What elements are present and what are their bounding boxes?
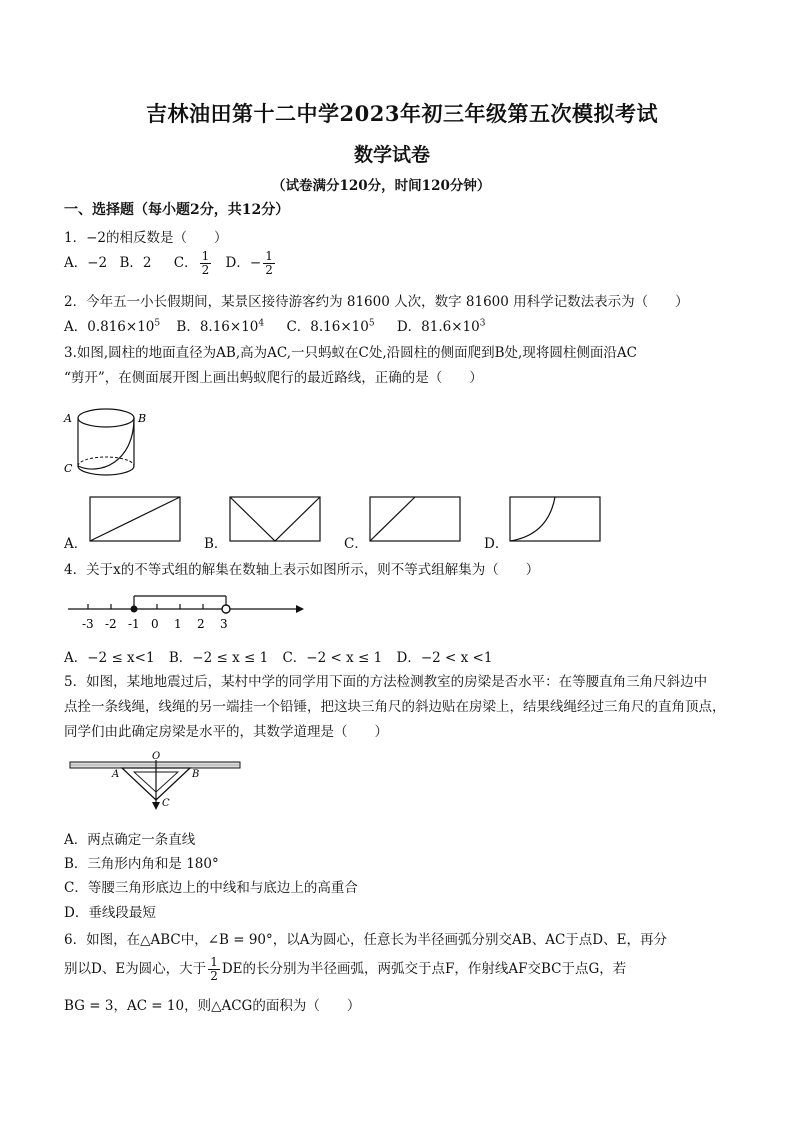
q1-option-d-fraction — [263, 250, 275, 277]
exam-note: （试卷满分120分，时间120分钟） — [272, 178, 491, 194]
section-heading: 一、选择题（每小题2分，共12分） — [64, 202, 290, 218]
fraction-denominator: 2 — [265, 263, 273, 277]
q3-option-b: B． — [204, 536, 228, 552]
beam-triangle-figure — [64, 750, 244, 812]
q1-option-a: A．−2 — [64, 255, 108, 271]
q2-stem: 2．今年五一小长假期间，某景区接待游客约为 81600 人次，数字 81600 用科学记数法表示为（ ） — [64, 294, 689, 310]
q4-option-b: B．−2 ≤ x ≤ 1 — [168, 650, 269, 666]
paper-subtitle: 数学试卷 — [354, 144, 431, 166]
q5-line-2: 点拴一条线绳，线绳的另一端挂一个铅锤，把这块三角尺的斜边贴在房梁上，结果线绳经过三角尺的直角顶点， — [64, 699, 726, 715]
q5-option-d: D．垂线段最短 — [64, 905, 156, 921]
label-a: A — [112, 769, 120, 780]
q3-option-a: A． — [64, 536, 88, 552]
q5-option-b: B．三角形内角和是 180° — [64, 856, 219, 872]
q3-line-2: “剪开”，在侧面展开图上画出蚂蚁爬行的最近路线，正确的是（ ） — [64, 370, 483, 386]
label-b: B — [192, 769, 200, 780]
q6-fraction — [208, 956, 220, 983]
fraction-numerator: 1 — [265, 249, 273, 263]
q3-option-d-figure — [508, 495, 604, 545]
label-o: O — [152, 751, 161, 762]
q5-option-a: A．两点确定一条直线 — [64, 832, 196, 848]
q6-line-2: 别以D、E为圆心，大于 $\frac{1}{2}$ DE的长分别为半径画弧，两弧交于点F，作射线AF交BC于点G，若 — [64, 955, 627, 983]
q2-options — [64, 315, 485, 335]
fraction-denominator: 2 — [201, 263, 210, 277]
q6-line-1: 6．如图，在△ABC中，∠B = 90°，以A为圆心，任意长为半径画弧分别交AB、AC于点D、E，再分 — [64, 932, 667, 948]
label-a: A — [64, 412, 72, 425]
q4-option-d: D．−2 < x <1 — [396, 650, 493, 666]
number-line-figure — [64, 588, 304, 636]
tick-label: -3 — [82, 617, 94, 631]
q3-line-1: 3.如图,圆柱的地面直径为AB,高为AC,一只蚂蚁在C处,沿圆柱的侧面爬到B处,现将圆柱侧面沿AC — [64, 345, 637, 361]
q2-option-a: A．$0.816\times 10^5$ — [64, 318, 161, 335]
q3-option-c-figure — [368, 495, 464, 545]
label-c: C — [162, 798, 170, 809]
q5-option-c: C．等腰三角形底边上的中线和与底边上的高重合 — [64, 880, 358, 896]
q1-text: 的相反数是（ ） — [106, 230, 228, 246]
exam-title: 吉林油田第十二中学2023年初三年级第五次模拟考试 — [146, 101, 658, 126]
tick-label: 3 — [220, 617, 228, 631]
q1-options — [64, 250, 277, 277]
q4-options — [64, 646, 492, 666]
q5-line-3: 同学们由此确定房梁是水平的，其数学道理是（ ） — [64, 724, 388, 740]
tick-label: 1 — [174, 617, 182, 631]
q4-stem: 4．关于x的不等式组的解集在数轴上表示如图所示，则不等式组解集为（ ） — [64, 562, 540, 578]
q4-option-a: A．−2 ≤ x<1 — [64, 650, 155, 666]
q3-option-b-figure — [228, 495, 324, 545]
q3-option-c: C． — [344, 536, 368, 552]
fraction-numerator: 1 — [210, 955, 218, 969]
q2-option-c: C．$8.16\times 10^5$ — [286, 318, 375, 335]
q6-line-3: BG = 3，AC = 10，则△ACG的面积为（ ） — [64, 998, 361, 1014]
q1-stem — [64, 226, 228, 246]
axis-ticks — [82, 604, 228, 631]
tick-label: 2 — [197, 617, 205, 631]
fraction-numerator: 1 — [201, 249, 210, 263]
q1-option-c: C． — [173, 255, 198, 271]
q1-option-d: D．− — [225, 255, 262, 271]
q1-value: −2 — [86, 230, 106, 246]
tick-label: -1 — [128, 617, 140, 631]
tick-label: -2 — [105, 617, 117, 631]
label-c: C — [64, 462, 73, 475]
q1-option-b: B．2 — [119, 255, 152, 271]
open-point — [222, 605, 230, 613]
q1-number: 1． — [64, 230, 87, 246]
q3-option-a-figure — [88, 495, 184, 545]
q2-option-b: B．$8.16\times 10^4$ — [176, 318, 265, 335]
q2-option-d: D．$81.6\times 10^3$ — [396, 318, 486, 335]
q4-option-c: C．−2 < x ≤ 1 — [282, 650, 383, 666]
tick-label: 0 — [151, 617, 159, 631]
closed-point — [131, 606, 138, 613]
label-b: B — [138, 412, 147, 425]
q1-option-c-fraction — [200, 250, 212, 277]
fraction-denominator: 2 — [210, 969, 218, 983]
cylinder-figure — [60, 400, 160, 490]
q3-option-d: D． — [484, 536, 509, 552]
q5-line-1: 5．如图，某地地震过后，某村中学的同学用下面的方法检测教室的房梁是否水平：在等腰直角三角尺斜边中 — [64, 674, 708, 690]
